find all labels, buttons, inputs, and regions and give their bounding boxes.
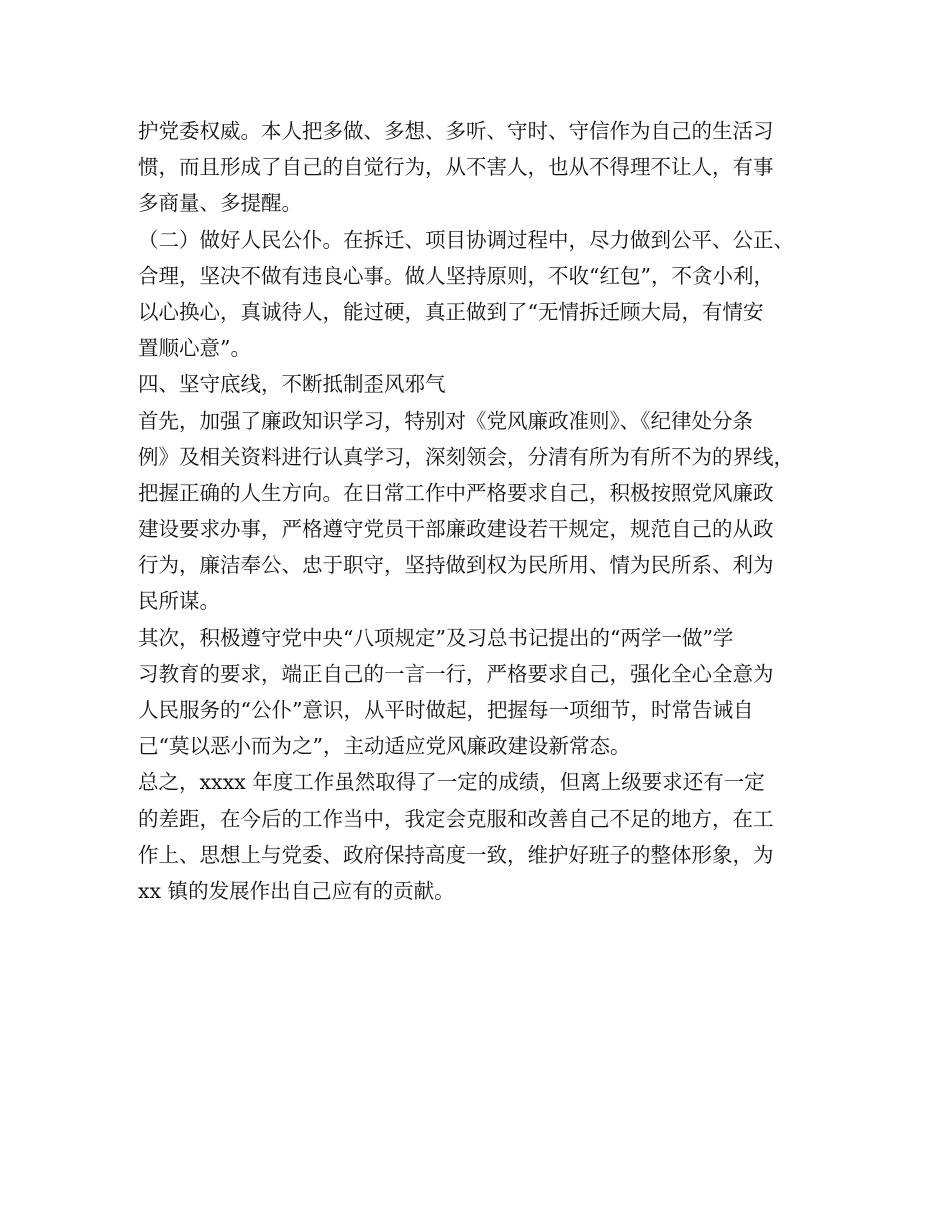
text-line: 以心换心，真诚待人，能过硬，真正做到了“无情拆迁顾大局，有情安	[138, 299, 764, 324]
text-line: 护党委权威。本人把多做、多想、多听、守时、守信作为自己的生活习	[138, 119, 774, 143]
text-line: xx 镇的发展作出自己应有的贡献。	[138, 878, 455, 903]
text-line: 人民服务的“公仆”意识，从平时做起，把握每一项细节，时常告诫自	[138, 698, 754, 722]
text-line: 合理，坚决不做有违良心事。做人坚持原则，不收“红包”，不贪小利，	[138, 263, 774, 288]
text-line: 惯，而且形成了自己的自觉行为，从不害人，也从不得理不让人，有事	[138, 155, 774, 180]
text-line: 民所谋。	[138, 589, 220, 614]
text-line: 习教育的要求，端正自己的一言一行，严格要求自己，强化全心全意为	[138, 661, 774, 686]
text-line: 其次，积极遵守党中央“八项规定”及习总书记提出的“两学一做”学	[138, 625, 734, 650]
text-line: 多商量、多提醒。	[138, 191, 302, 216]
document-body	[138, 113, 818, 909]
text-line: 建设要求办事，严格遵守党员干部廉政建设若干规定，规范自己的从政	[138, 517, 774, 542]
text-line: 首先，加强了廉政知识学习，特别对《党风廉政准则》、《纪律处分条	[138, 408, 753, 433]
text-line: 把握正确的人生方向。在日常工作中严格要求自己，积极按照党风廉政	[138, 480, 774, 505]
text-line: 己“莫以恶小而为之”，主动适应党风廉政建设新常态。	[138, 734, 631, 759]
text-line: 的差距，在今后的工作当中，我定会克服和改善自己不足的地方，在工	[138, 806, 774, 831]
text-line: 例》及相关资料进行认真学习，深刻领会，分清有所为有所不为的界线，	[138, 444, 794, 469]
text-line: 行为，廉洁奉公、忠于职守，坚持做到权为民所用、情为民所系、利为	[138, 553, 774, 578]
text-line: 总之，xxxx 年度工作虽然取得了一定的成绩，但离上级要求还有一定	[138, 770, 765, 795]
section-heading: 四、坚守底线，不断抵制歪风邪气	[138, 372, 446, 397]
text-line: （二）做好人民公仆。在拆迁、项目协调过程中，尽力做到公平、公正、	[138, 227, 794, 252]
text-line: 置顺心意”。	[138, 336, 251, 361]
text-line: 作上、思想上与党委、政府保持高度一致，维护好班子的整体形象，为	[138, 842, 774, 867]
